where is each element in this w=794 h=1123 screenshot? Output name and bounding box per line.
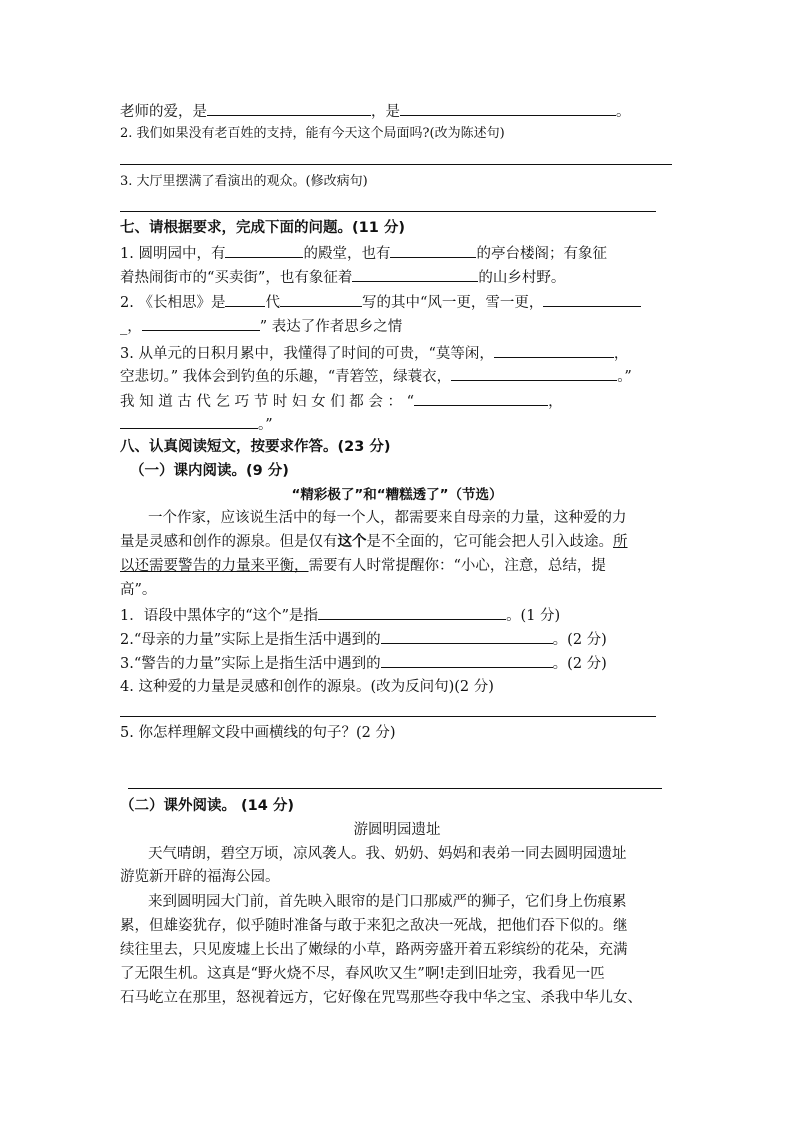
text: 3. 从单元的日积月累中，我懂得了时间的可贵，“莫等闲， — [120, 346, 494, 362]
s6-line1-mid: ，是 — [371, 104, 400, 120]
s7-q2-line2 — [120, 314, 402, 338]
answer-blank[interactable] — [318, 603, 506, 620]
p2-line-5: 续往里去，只见废墟上长出了嫩绿的小草，路两旁盛开着五彩缤纷的花朵，充满 — [120, 942, 628, 958]
text: 。” — [617, 369, 632, 385]
answer-blank[interactable] — [381, 651, 553, 668]
text: 写的其中“风一更，雪一更， — [361, 295, 544, 311]
s8-question-4: 4. 这种爱的力量是灵感和创作的源泉。(改为反问句)(2 分) — [120, 679, 494, 695]
p2-line-1: 天气晴朗，碧空万顷，凉风袭人。我、奶奶、妈妈和表弟一同去圆明园遗址 — [148, 846, 627, 862]
s8-question-1 — [120, 603, 560, 627]
text: 量是灵感和创作的源泉。但是仅有 — [120, 534, 338, 550]
answer-blank[interactable] — [120, 412, 258, 429]
s8-question-5: 5. 你怎样理解文段中画横线的句子？(2 分) — [120, 725, 396, 741]
answer-blank[interactable] — [280, 290, 362, 307]
s6-question-2: 2. 我们如果没有老百姓的支持，能有今天这个局面吗?(改为陈述句) — [120, 126, 505, 141]
s7-q1-line2 — [120, 265, 565, 289]
para-line-3 — [120, 555, 606, 577]
answer-blank[interactable] — [494, 341, 614, 358]
p2-line-3: 来到圆明园大门前，首先映入眼帘的是门口那威严的狮子，它们身上伤痕累 — [148, 894, 627, 910]
s7-q3-line1 — [120, 341, 628, 365]
bold-text: 这个 — [337, 534, 367, 550]
passage-2-title: 游圆明园遗址 — [353, 822, 441, 838]
answer-blank[interactable] — [225, 241, 303, 258]
s8-question-2 — [120, 627, 607, 651]
answer-line[interactable] — [128, 788, 662, 789]
text: 。” — [258, 417, 273, 433]
text: 的殿堂，也有 — [303, 246, 391, 262]
answer-line[interactable] — [120, 164, 672, 165]
text: 。(2 分) — [552, 632, 607, 648]
para-line-4: 高”。 — [120, 582, 157, 598]
text: 2.“母亲的力量”实际上是指生活中遇到的 — [120, 632, 381, 648]
text: 是不全面的，它可能会把人引入歧途。 — [366, 534, 613, 550]
section-8-heading: 八、认真阅读短文，按要求作答。(23 分) — [120, 439, 391, 455]
text: 1．语段中黑体字的“这个”是指 — [120, 608, 319, 624]
text: 代 — [265, 295, 280, 311]
answer-blank[interactable] — [352, 265, 478, 282]
text: ” 表达了作者思乡之情 — [259, 319, 403, 335]
answer-line[interactable] — [120, 211, 656, 212]
text: 1. 圆明园中，有 — [120, 246, 226, 262]
passage-title: “精彩极了”和“糟糕透了”（节选） — [291, 487, 503, 503]
s6-line1-pre: 老师的爱，是 — [120, 104, 207, 120]
text: ， — [548, 394, 563, 410]
answer-blank[interactable] — [390, 241, 476, 258]
answer-blank[interactable] — [142, 314, 260, 331]
answer-blank[interactable] — [543, 290, 641, 307]
p2-line-2: 游览新开辟的福海公园。 — [120, 869, 280, 885]
text: 3.“警告的力量”实际上是指生活中遇到的 — [120, 656, 381, 672]
text: 。(1 分) — [506, 608, 561, 624]
s7-q3-line2 — [120, 364, 632, 388]
section-7-heading: 七、请根据要求，完成下面的问题。(11 分) — [120, 220, 405, 236]
text: 着热闹街市的“买卖街”，也有象征着 — [120, 270, 353, 286]
s7-q3-line4 — [120, 412, 273, 436]
part-2-heading: （二）课外阅读。 (14 分) — [120, 798, 295, 814]
answer-blank[interactable] — [381, 627, 553, 644]
text: 空悲切。” 我体会到钓鱼的乐趣，“青箬笠，绿蓑衣， — [120, 369, 452, 385]
s6-line1-end: 。 — [616, 104, 631, 120]
text: 的亭台楼阁；有象征 — [476, 246, 607, 262]
text: ， — [613, 346, 629, 362]
s7-q2-line1 — [120, 290, 641, 314]
p2-line-6: 了无限生机。这真是“野火烧不尽，春风吹又生”啊!走到旧址旁，我看见一匹 — [120, 966, 605, 982]
text: 2. 《长相思》是 — [120, 295, 226, 311]
text: 的山乡村野。 — [478, 270, 566, 286]
text: 我 知 道 古 代 乞 巧 节 时 妇 女 们 都 会 ： “ — [120, 394, 415, 410]
s7-q3-line3 — [120, 389, 563, 413]
text: 。(2 分) — [552, 656, 607, 672]
p2-line-4: 累，但雄姿犹存，似乎随时准备与敢于来犯之敌决一死战，把他们吞下似的。继 — [120, 918, 628, 934]
underlined-text: 以还需要警告的力量来平衡， — [120, 558, 309, 574]
answer-blank[interactable] — [207, 99, 371, 116]
text: 需要有人时常提醒你：“小心，注意，总结，提 — [308, 558, 606, 574]
part-1-heading: （一）课内阅读。(9 分) — [130, 463, 289, 479]
underlined-text: 所 — [613, 534, 628, 550]
answer-blank[interactable] — [414, 389, 548, 406]
answer-blank[interactable] — [400, 99, 616, 116]
s7-q1-line1 — [120, 241, 607, 265]
answer-blank[interactable] — [225, 290, 265, 307]
p2-line-7: 石马屹立在那里，怒视着远方，它好像在咒骂那些夺我中华之宝、杀我中华儿女、 — [120, 990, 642, 1006]
para-line-2 — [120, 531, 628, 553]
answer-line[interactable] — [120, 716, 656, 717]
para-line-1: 一个作家，应该说生活中的每一个人，都需要来自母亲的力量，这种爱的力 — [148, 510, 627, 526]
text: _， — [120, 319, 142, 335]
s8-question-3 — [120, 651, 607, 675]
s6-line1 — [120, 99, 631, 123]
answer-blank[interactable] — [451, 364, 617, 381]
s6-question-3: 3. 大厅里摆满了看演出的观众。(修改病句) — [120, 174, 368, 189]
